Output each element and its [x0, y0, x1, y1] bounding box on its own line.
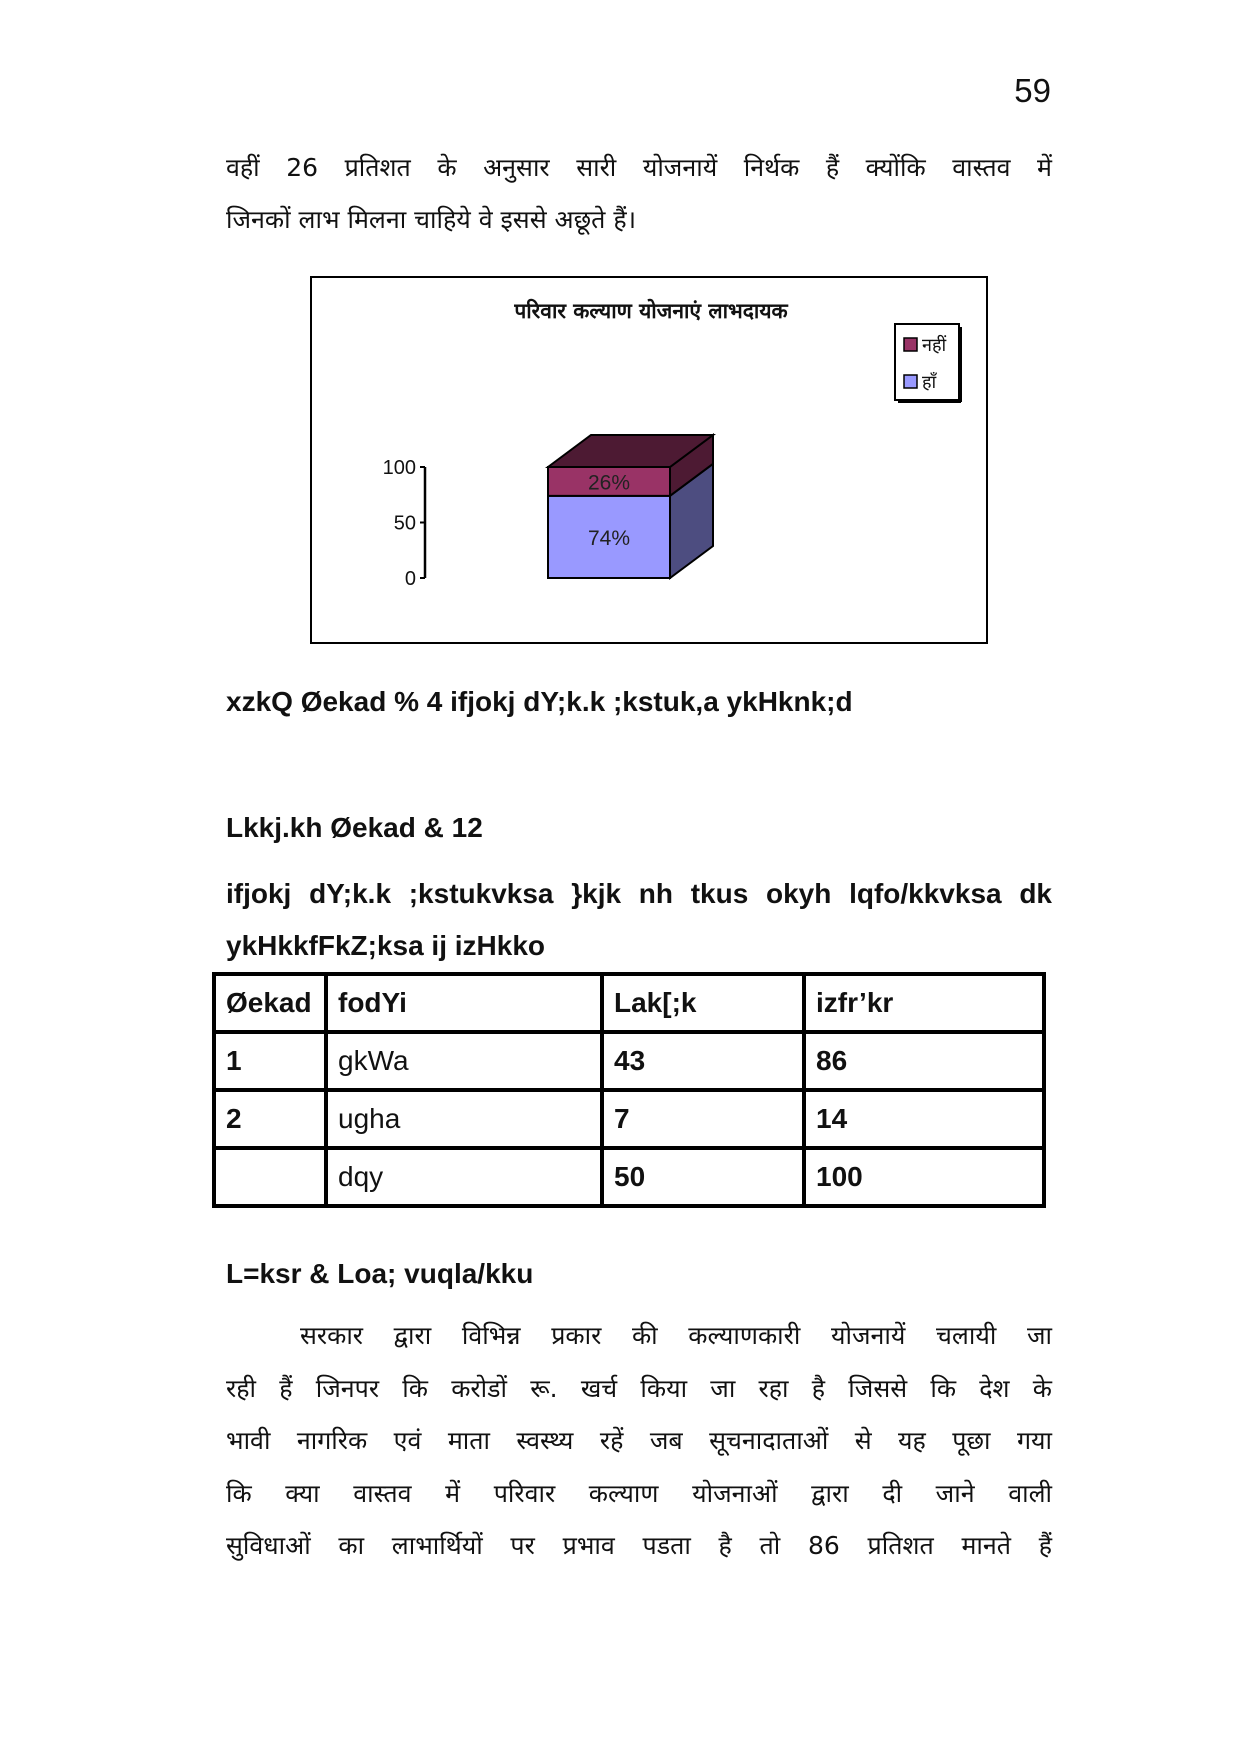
y-tick-label: 50	[393, 512, 416, 535]
data-label: 26%	[587, 471, 631, 495]
cell-option: ugha	[326, 1090, 602, 1148]
paragraph-line: वहीं 26 प्रतिशत के अनुसार सारी योजनायें निर्थक हैं क्योंकि वास्तव में	[226, 153, 1052, 182]
intro-paragraph	[226, 142, 1052, 246]
table-row	[214, 1148, 1044, 1206]
chart-canvas	[312, 278, 990, 646]
cell-count: 7	[602, 1090, 804, 1148]
header-serial: Øekad	[214, 974, 326, 1032]
data-label: 74%	[587, 526, 631, 550]
source-note: L=ksr & Loa; vuqla/kku	[226, 1258, 534, 1289]
table-number: Lkkj.kh Øekad & 12	[226, 812, 483, 843]
page-number: 59	[1014, 72, 1051, 109]
paragraph-line: सुविधाओं का लाभार्थियों पर प्रभाव पडता है तो 86 प्रतिशत मानते हैं	[226, 1531, 1052, 1560]
legend-swatch	[904, 338, 917, 351]
data-table	[212, 972, 1046, 1208]
cell-count: 50	[602, 1148, 804, 1206]
cell-option: dqy	[326, 1148, 602, 1206]
y-tick-label: 0	[404, 568, 416, 590]
header-percent: izfr’kr	[804, 974, 1044, 1032]
legend-swatch	[904, 375, 917, 388]
header-count: Lak[;k	[602, 974, 804, 1032]
cell-percent: 14	[804, 1090, 1044, 1148]
table-row	[214, 1032, 1044, 1090]
paragraph-line: जिनकों लाभ मिलना चाहिये वे इससे अछूते हैं।	[226, 205, 637, 234]
body-paragraph	[226, 1310, 1052, 1573]
paragraph-line: रही हैं जिनपर कि करोडों रू. खर्च किया जा रहा है जिससे कि देश के	[226, 1373, 1052, 1403]
legend-label: हाँ	[922, 372, 937, 393]
table-row	[214, 1090, 1044, 1148]
cell-percent: 100	[804, 1148, 1044, 1206]
cell-serial: 1	[214, 1032, 326, 1090]
cell-count: 43	[602, 1032, 804, 1090]
table-title-line: ifjokj dY;k.k ;kstukvksa }kjk nh tkus okyh lqfo/kkvksa dk	[226, 878, 1052, 909]
cell-percent: 86	[804, 1032, 1044, 1090]
chart-caption: xzkQ Øekad % 4 ifjokj dY;k.k ;kstuk,a ykHknk;d	[226, 686, 853, 717]
cell-serial	[214, 1148, 326, 1206]
legend-label: नहीं	[922, 335, 947, 356]
paragraph-line: कि क्या वास्तव में परिवार कल्याण योजनाओं द्वारा दी जाने वाली	[226, 1478, 1052, 1508]
y-tick-label: 100	[382, 457, 416, 479]
table-header-row	[214, 974, 1044, 1032]
table-title-line: ykHkkfFkZ;ksa ij izHkko	[226, 930, 546, 961]
header-option: fodYi	[326, 974, 602, 1032]
paragraph-line: सरकार द्वारा विभिन्न प्रकार की कल्याणकारी योजनायें चलायी जा	[300, 1321, 1052, 1350]
stacked-bar-chart	[310, 276, 988, 644]
cell-option: gkWa	[326, 1032, 602, 1090]
chart-title: परिवार कल्याण योजनाएं लाभदायक	[514, 299, 788, 323]
cell-serial: 2	[214, 1090, 326, 1148]
table-title	[226, 868, 1052, 972]
paragraph-line: भावी नागरिक एवं माता स्वस्थ्य रहें जब सूचनादाताओं से यह पूछा गया	[226, 1426, 1052, 1455]
